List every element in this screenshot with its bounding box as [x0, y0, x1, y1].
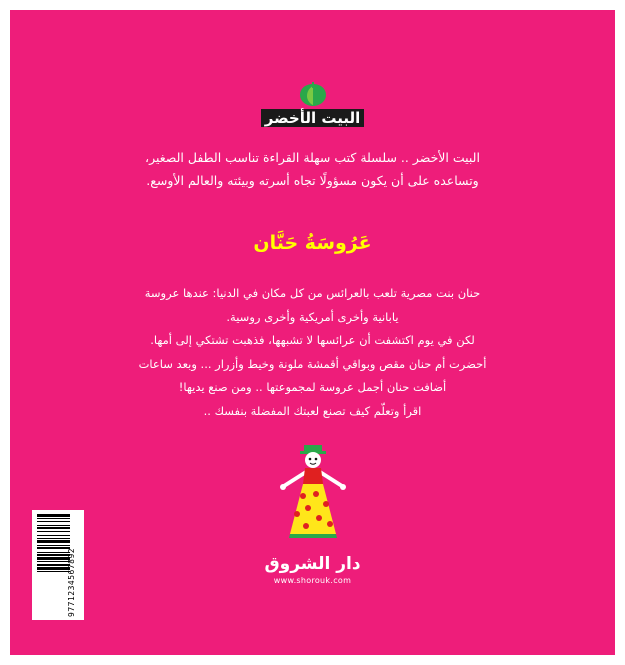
barcode — [32, 510, 84, 620]
synopsis-line: اقرأ وتعلّم كيف تصنع لعبتك المفضلة بنفسك .. — [203, 403, 422, 418]
book-back-cover — [10, 10, 615, 655]
green-leaf-icon — [10, 82, 615, 108]
publisher-block — [10, 554, 615, 585]
barcode-bars — [37, 514, 70, 618]
imprint-logo-text: البيت الأخضر — [261, 109, 364, 127]
synopsis-line: يابانية وأخرى أمريكية وأخرى روسية. — [226, 309, 399, 324]
synopsis-line: لكن في يوم اكتشفت أن عرائسها لا تشبهها، فذهبت تشتكي إلى أمها. — [150, 333, 475, 348]
series-blurb-line: البيت الأخضر .. سلسلة كتب سهلة القراءة تناسب الطفل الصغير، — [145, 150, 480, 165]
publisher-name: دار الشروق — [264, 554, 361, 574]
imprint-logo — [10, 82, 615, 127]
publisher-website[interactable]: www.shorouk.com — [273, 576, 352, 585]
synopsis-line: حنان بنت مصرية تلعب بالعرائس من كل مكان في الدنيا: عندها عروسة — [144, 286, 481, 300]
barcode-number: 9771234567892 — [67, 547, 76, 617]
series-blurb — [60, 146, 565, 192]
book-synopsis — [55, 282, 570, 423]
synopsis-line: أضافت حنان أجمل عروسة لمجموعتها .. ومن صنع يديها! — [178, 380, 447, 395]
book-title: عَرُوسَةُ حَنَّان — [253, 232, 372, 254]
egyptian-doll-illustration — [256, 442, 366, 542]
synopsis-line: أحضرت أم حنان مقص وبواقي أقمشة ملونة وخيط وأزرار ... وبعد ساعات — [138, 356, 487, 371]
series-blurb-line: وتساعده على أن يكون مسؤولًا تجاه أسرته وبيئته والعالم الأوسع. — [146, 173, 479, 189]
